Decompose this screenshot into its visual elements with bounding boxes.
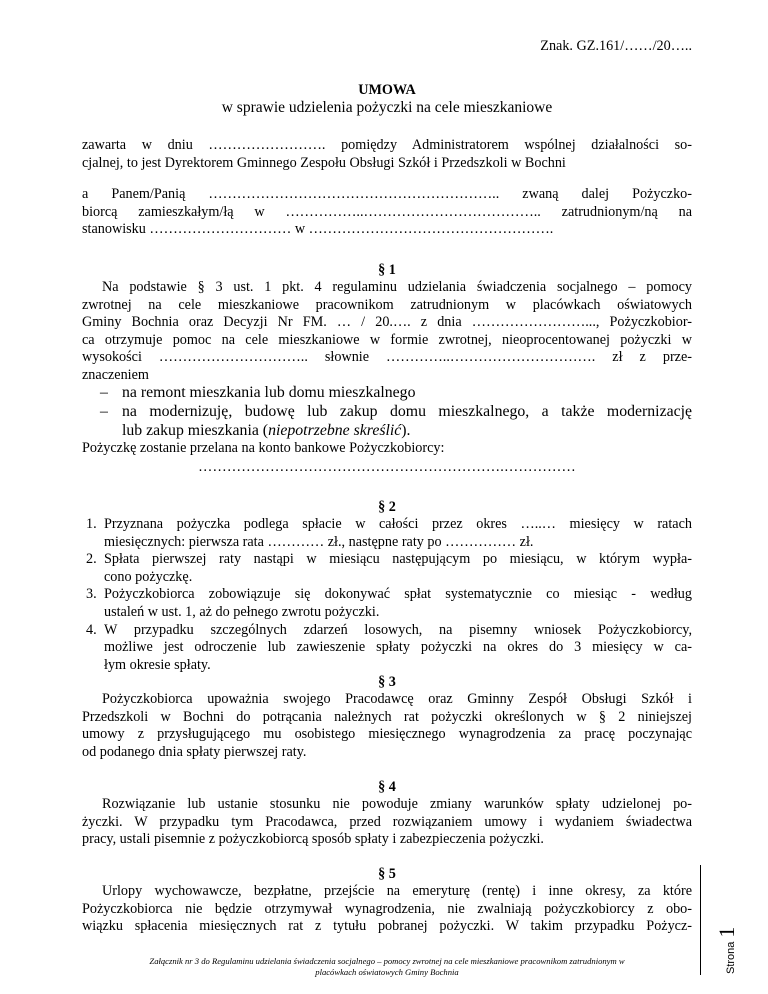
strike-note: niepotrzebne skreślić xyxy=(268,422,402,439)
footer-line: placówkach oświatowych Gminy Bochnia xyxy=(315,967,459,977)
party-line: biorcą zamieszkałym/łą w ……………..……………………………….. zatrudnionym/ną na xyxy=(82,203,692,220)
section-1-body xyxy=(82,279,692,385)
reference-number: Znak. GZ.161/……/20….. xyxy=(540,38,692,54)
section-heading-4: § 4 xyxy=(378,779,396,795)
item-number: 4. xyxy=(86,621,97,638)
party-line: a Panem/Panią …………………………………………………….. zwaną dalej Pożyczko- xyxy=(82,186,692,202)
list-item xyxy=(82,586,692,621)
purpose-text: na remont mieszkania lub domu mieszkalnego xyxy=(122,384,416,401)
item-line: Przyznana pożyczka podlega spłacie w całości przez okres …..… miesięcy w ratach xyxy=(104,516,692,532)
item-line: łym okresie spłaty. xyxy=(104,656,211,673)
document-page xyxy=(82,0,692,994)
item-number: 2. xyxy=(86,551,97,568)
section-4-line: życzki. W przypadku tym Pracodawca, przed rozwiązaniem umowy i wydaniem świadectwa xyxy=(82,813,692,830)
item-line: W przypadku szczególnych zdarzeń losowych, na pisemny wniosek Pożyczkobiorcy, xyxy=(104,621,692,638)
item-line: Pożyczkobiorca zobowiązuje się dokonywać spłat systematycznie co miesiąc - według xyxy=(104,586,692,603)
purpose-list xyxy=(82,383,692,440)
account-number-field: ……………………………………………………….…………… xyxy=(198,459,576,475)
purpose-text: na modernizuję, budowę lub zakup domu mieszkalnego, a także modernizację xyxy=(122,403,692,420)
section-3-line: od podanego dnia spłaty pierwszej raty. xyxy=(82,743,307,760)
footer-line: Załącznik nr 3 do Regulaminu udzielania świadczenia socjalnego – pomocy zwrotnej na cele mieszkaniowe pracownikom zatrudnionym w xyxy=(149,956,625,966)
document-title: UMOWA xyxy=(358,82,416,98)
purpose-item xyxy=(82,402,692,440)
intro-paragraph xyxy=(82,137,692,172)
section-4-line: pracy, ustali pisemnie z pożyczkobiorcą sposób spłaty i zabezpieczenia pożyczki. xyxy=(82,831,544,848)
section-4-body xyxy=(82,796,692,849)
intro-line: zawarta w dniu ……………………. pomiędzy Administratorem wspólnej działalności so- xyxy=(82,137,692,153)
section-5-line: Pożyczkobiorca nie będzie otrzymywał wynagrodzenia, nie zwalniają pożyczkobiorcy z obo- xyxy=(82,900,692,917)
section-1-line: zwrotnej na cele mieszkaniowe pracownikom zatrudnionym w placówkach oświatowych xyxy=(82,296,692,313)
party-line: stanowisku ………………………… w ……………………………………………. xyxy=(82,221,554,238)
list-item xyxy=(82,551,692,586)
section-1-line: znaczeniem xyxy=(82,366,149,383)
item-line: cono pożyczkę. xyxy=(104,568,193,585)
section-5-line: wiązku spłacenia miesięcznych rat z tytułu pobranej pożyczki. W takim przypadku Pożycz- xyxy=(82,918,692,935)
section-1-line: Na podstawie § 3 ust. 1 pkt. 4 regulaminu udzielania świadczenia socjalnego – pomocy xyxy=(102,279,692,295)
purpose-text: ). xyxy=(401,422,411,439)
item-number: 3. xyxy=(86,586,97,603)
page-number: 1 xyxy=(714,926,739,938)
page-marker-label: Strona xyxy=(725,941,737,974)
item-line: ustaleń w ust. 1, aż do pełnego zwrotu pożyczki. xyxy=(104,603,380,620)
list-item xyxy=(82,516,692,551)
item-number: 1. xyxy=(86,516,97,532)
section-heading-3: § 3 xyxy=(378,674,396,690)
section-heading-5: § 5 xyxy=(378,866,396,882)
dash-marker: – xyxy=(100,384,108,401)
document-subtitle: w sprawie udzielenia pożyczki na cele mieszkaniowe xyxy=(221,99,553,116)
purpose-item xyxy=(82,383,692,402)
section-1-line: wysokości ………………………….. słownie …………..…………………………. zł z prze- xyxy=(82,349,692,366)
section-3-line: umowy z przysługującego mu osobistego miesięcznego wynagrodzenia za pracę poczynając xyxy=(82,726,692,743)
page-marker xyxy=(714,858,742,974)
item-line: Spłata pierwszej raty nastąpi w miesiącu następującym po miesiącu, w którym wypła- xyxy=(104,551,692,568)
item-line: miesięcznych: pierwsza rata ………… zł., następne raty po …………… zł. xyxy=(104,533,534,550)
section-heading-2: § 2 xyxy=(378,499,396,515)
section-3-body xyxy=(82,691,692,761)
item-line: możliwe jest odroczenie lub zawieszenie spłaty pożyczki na okres do 3 miesięcy w ca- xyxy=(104,639,692,656)
party-paragraph xyxy=(82,186,692,239)
section-heading-1: § 1 xyxy=(378,262,396,278)
list-item xyxy=(82,622,692,675)
dash-marker: – xyxy=(100,403,108,420)
page-marker-rule xyxy=(700,865,701,975)
section-5-body xyxy=(82,883,692,936)
section-1-line: Gminy Bochnia oraz Decyzji Nr FM. … / 20.…. z dnia ……………………..., Pożyczkobior- xyxy=(82,314,692,331)
section-3-line: Pożyczkobiorca upoważnia swojego Pracodawcę oraz Gminny Zespół Obsługi Szkół i xyxy=(102,691,692,707)
intro-line: cjalnej, to jest Dyrektorem Gminnego Zespołu Obsługi Szkół i Przedszkoli w Bochni xyxy=(82,154,566,171)
section-3-line: Przedszkoli w Bochni do potrącania należnych rat pożyczki określonych w § 2 niniejszej xyxy=(82,708,692,725)
section-5-line: Urlopy wychowawcze, bezpłatne, przejście na emeryturę (rentę) i inne okresy, za które xyxy=(102,883,692,899)
purpose-text: lub zakup mieszkania ( xyxy=(122,422,269,439)
section-1-line: ca otrzymuje pomoc na cele mieszkaniowe w formie zwrotnej, nieoprocentowanej pożyczki w xyxy=(82,331,692,348)
transfer-text: Pożyczkę zostanie przelana na konto bankowe Pożyczkobiorcy: xyxy=(82,440,445,456)
transfer-note xyxy=(82,440,692,458)
page-footer xyxy=(82,956,692,978)
section-4-line: Rozwiązanie lub ustanie stosunku nie powoduje zmiany warunków spłaty udzielonej po- xyxy=(102,796,692,812)
section-2-list xyxy=(82,516,692,674)
